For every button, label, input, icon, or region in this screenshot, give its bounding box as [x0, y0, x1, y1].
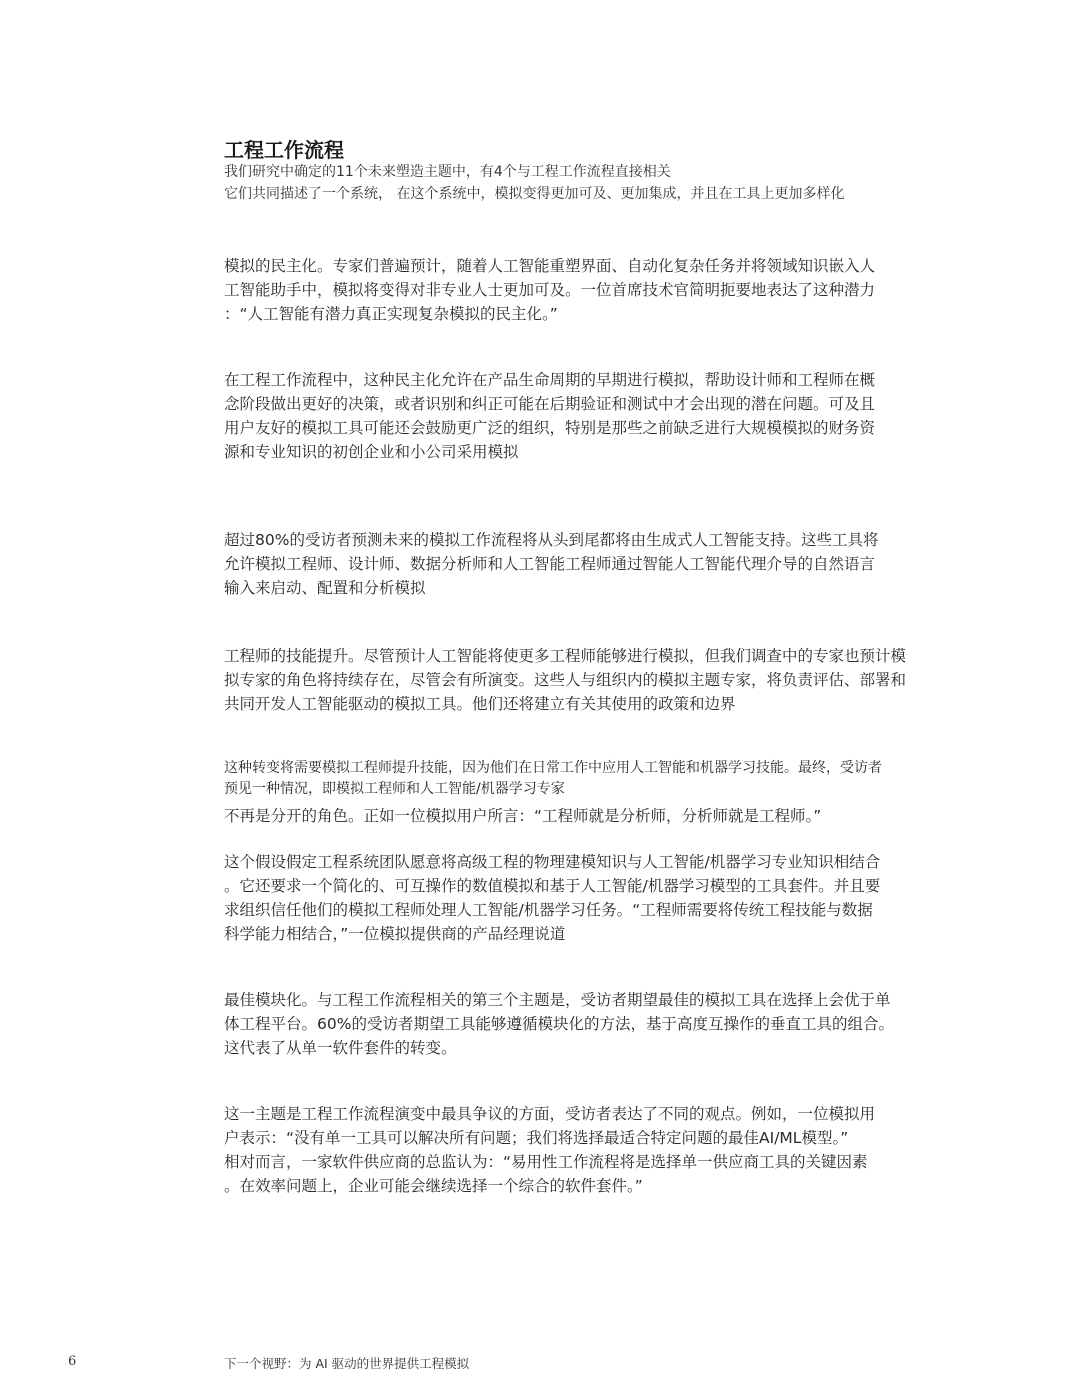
paragraph-line: 相对而言，一家软件供应商的总监认为：“易用性工作流程将是选择单一供应商工具的关键因素	[224, 1153, 868, 1171]
paragraph-line: 这个假设假定工程系统团队愿意将高级工程的物理建模知识与人工智能/机器学习专业知识相结合	[224, 853, 881, 871]
paragraph	[224, 368, 964, 464]
paragraph-line: 。在效率问题上，企业可能会继续选择一个综合的软件套件。”	[224, 1177, 643, 1195]
paragraph-line: 预见一种情况，即模拟工程师和人工智能/机器学习专家	[224, 781, 565, 797]
paragraph	[224, 804, 964, 828]
paragraph	[224, 528, 964, 600]
paragraph-line: 工智能助手中，模拟将变得对非专业人士更加可及。一位首席技术官简明扼要地表达了这种潜力	[224, 281, 876, 299]
paragraph	[224, 1102, 964, 1198]
page-number: 6	[68, 1354, 77, 1369]
paragraph-line: 拟专家的角色将持续存在，尽管会有所演变。这些人与组织内的模拟主题专家，将负责评估、部署和	[224, 671, 907, 689]
paragraph-line: 这一主题是工程工作流程演变中最具争议的方面，受访者表达了不同的观点。例如，一位模拟用	[224, 1105, 876, 1123]
paragraph-line: 科学能力相结合，”一位模拟提供商的产品经理说道	[224, 925, 566, 943]
paragraph-line: 这代表了从单一软件套件的转变。	[224, 1039, 457, 1057]
paragraph-line: 求组织信任他们的模拟工程师处理人工智能/机器学习任务。“工程师需要将传统工程技能与数据	[224, 901, 873, 919]
paragraph-line: 模拟的民主化。专家们普遍预计，随着人工智能重塑界面、自动化复杂任务并将领域知识嵌入人	[224, 257, 876, 275]
paragraph-line: 这种转变将需要模拟工程师提升技能，因为他们在日常工作中应用人工智能和机器学习技能。最终，受访者	[224, 760, 882, 776]
paragraph-line: 在工程工作流程中，这种民主化允许在产品生命周期的早期进行模拟，帮助设计师和工程师在概	[224, 371, 876, 389]
paragraph-line: 户表示：“没有单一工具可以解决所有问题；我们将选择最适合特定问题的最佳AI/ML模型。”	[224, 1129, 849, 1147]
paragraph	[224, 254, 964, 326]
paragraph-line: ：“人工智能有潜力真正实现复杂模拟的民主化。”	[224, 305, 558, 323]
paragraph-line: 超过80%的受访者预测未来的模拟工作流程将从头到尾都将由生成式人工智能支持。这些工具将	[224, 531, 879, 549]
footer-publication-title: 下一个视野：为 AI 驱动的世界提供工程模拟	[224, 1356, 470, 1371]
paragraph-line: 用户友好的模拟工具可能还会鼓励更广泛的组织，特别是那些之前缺乏进行大规模模拟的财务资	[224, 419, 876, 437]
paragraph-line: 共同开发人工智能驱动的模拟工具。他们还将建立有关其使用的政策和边界	[224, 695, 736, 713]
paragraph-line: 输入来启动、配置和分析模拟	[224, 579, 426, 597]
page-title: 工程工作流程	[224, 138, 344, 162]
paragraph-line: 最佳模块化。与工程工作流程相关的第三个主题是，受访者期望最佳的模拟工具在选择上会优于单	[224, 991, 891, 1009]
paragraph-line: 体工程平台。60%的受访者期望工具能够遵循模块化的方法，基于高度互操作的垂直工具的组合。	[224, 1015, 894, 1033]
paragraph-line: 不再是分开的角色。正如一位模拟用户所言：“工程师就是分析师，分析师就是工程师。”	[224, 807, 822, 825]
paragraph-line: 工程师的技能提升。尽管预计人工智能将使更多工程师能够进行模拟，但我们调查中的专家也预计模	[224, 647, 907, 665]
paragraph	[224, 850, 964, 946]
paragraph-line: 。它还要求一个简化的、可互操作的数值模拟和基于人工智能/机器学习模型的工具套件。并且要	[224, 877, 881, 895]
subtitle-line: 它们共同描述了一个系统， 在这个系统中，模拟变得更加可及、更加集成，并且在工具上更加多样化	[224, 186, 845, 202]
paragraph	[224, 644, 964, 716]
paragraph-line: 源和专业知识的初创企业和小公司采用模拟	[224, 443, 519, 461]
paragraph-line: 允许模拟工程师、设计师、数据分析师和人工智能工程师通过智能人工智能代理介导的自然语言	[224, 555, 876, 573]
paragraph-line: 念阶段做出更好的决策，或者识别和纠正可能在后期验证和测试中才会出现的潜在问题。可及且	[224, 395, 876, 413]
paragraph	[224, 758, 964, 800]
subtitle-line: 我们研究中确定的11个未来塑造主题中，有4个与工程工作流程直接相关	[224, 164, 671, 180]
paragraph	[224, 988, 964, 1060]
